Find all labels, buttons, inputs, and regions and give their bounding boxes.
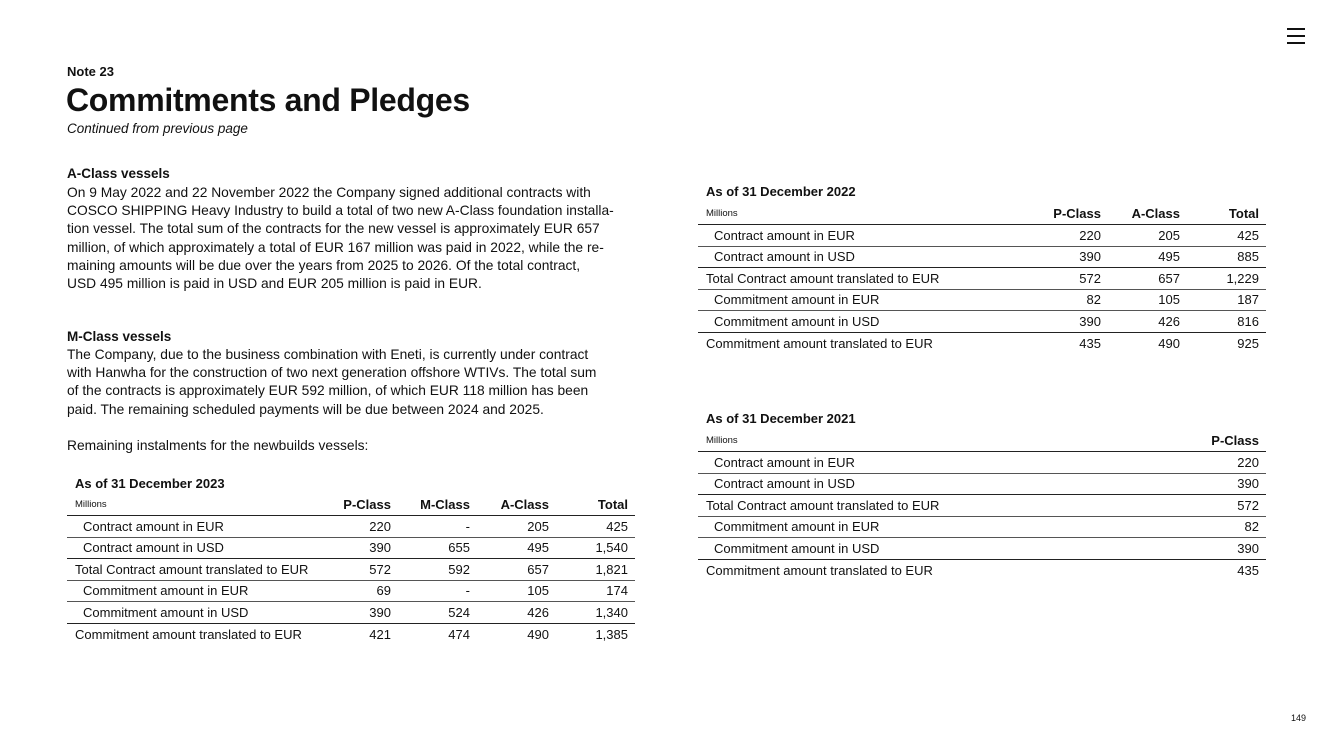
- column-header: M-Class: [398, 493, 477, 516]
- table-row: [698, 332, 1266, 355]
- column-header: P-Class: [1029, 202, 1108, 225]
- row-label: Commitment amount translated to EUR: [706, 336, 933, 351]
- m-class-heading: M-Class vessels: [67, 329, 172, 344]
- table-row: [698, 246, 1266, 268]
- row-label: Total Contract amount translated to EUR: [698, 268, 1029, 290]
- cell: 390: [1029, 246, 1108, 268]
- cell: 390: [1187, 473, 1266, 495]
- table-row: [698, 289, 1266, 311]
- cell: 105: [1108, 289, 1187, 311]
- cell: 1,540: [556, 537, 635, 559]
- unit-label: Millions: [698, 202, 1029, 225]
- cell: 495: [477, 537, 556, 559]
- table-2022: [698, 202, 1266, 355]
- row-label: Commitment amount translated to EUR: [706, 563, 933, 578]
- table-header-row: [698, 429, 1266, 452]
- table-row: [698, 225, 1266, 247]
- table-2021: [698, 429, 1266, 582]
- row-label: Contract amount in USD: [698, 246, 1029, 268]
- row-label: Contract amount in USD: [698, 473, 1187, 495]
- page-number: 149: [1291, 713, 1307, 723]
- cell: 495: [1108, 246, 1187, 268]
- text-line: USD 495 million is paid in USD and EUR 205 million is paid in EUR.: [67, 276, 482, 292]
- table-row: [698, 473, 1266, 495]
- row-label: Contract amount in EUR: [698, 452, 1187, 474]
- cell: -: [398, 516, 477, 538]
- cell: 572: [1187, 495, 1266, 517]
- text-line: The Company, due to the business combination with Eneti, is currently under contract: [67, 347, 589, 362]
- cell: 205: [1108, 225, 1187, 247]
- cell: 174: [556, 580, 635, 602]
- cell: 490: [527, 627, 549, 642]
- table-row: [67, 537, 635, 559]
- unit-label: Millions: [67, 493, 319, 516]
- page-subtitle: Continued from previous page: [67, 121, 248, 136]
- row-label: Commitment amount translated to EUR: [75, 627, 302, 642]
- row-label: Contract amount in EUR: [67, 516, 319, 538]
- cell: 82: [1029, 289, 1108, 311]
- cell: 220: [319, 516, 398, 538]
- table-header-row: [698, 202, 1266, 225]
- table-row: [698, 495, 1266, 517]
- column-header: P-Class: [1187, 429, 1266, 452]
- row-label: Commitment amount in EUR: [67, 580, 319, 602]
- cell: 474: [448, 627, 470, 642]
- cell: 657: [1108, 268, 1187, 290]
- row-label: Contract amount in EUR: [698, 225, 1029, 247]
- cell: 435: [1237, 563, 1259, 578]
- cell: 426: [1108, 311, 1187, 333]
- column-header: Total: [1187, 202, 1266, 225]
- remaining-instalments-intro: Remaining instalments for the newbuilds vessels:: [67, 438, 369, 453]
- unit-label: Millions: [698, 429, 1187, 452]
- cell: 205: [477, 516, 556, 538]
- column-header: Total: [556, 493, 635, 516]
- table-row: [698, 452, 1266, 474]
- table-row: [67, 623, 635, 646]
- cell: 1,821: [556, 559, 635, 581]
- cell: 390: [1187, 538, 1266, 560]
- column-header: P-Class: [319, 493, 398, 516]
- row-label: Commitment amount in EUR: [698, 289, 1029, 311]
- row-label: Commitment amount in EUR: [698, 516, 1187, 538]
- table-row: [698, 311, 1266, 333]
- text-line: million, of which approximately a total of EUR 167 million was paid in 2022, while the re-: [67, 239, 604, 255]
- table-row: [67, 516, 635, 538]
- cell: 421: [369, 627, 391, 642]
- text-line: maining amounts will be due over the years from 2025 to 2026. Of the total contract,: [67, 257, 581, 273]
- cell: 1,340: [556, 602, 635, 624]
- cell: 82: [1187, 516, 1266, 538]
- table-2021-title: As of 31 December 2021: [706, 411, 856, 426]
- table-row: [698, 538, 1266, 560]
- cell: -: [398, 580, 477, 602]
- cell: 925: [1237, 336, 1259, 351]
- table-row: [67, 559, 635, 581]
- cell: 572: [319, 559, 398, 581]
- a-class-paragraph: [67, 184, 637, 293]
- text-line: of the contracts is approximately EUR 592 million, of which EUR 118 million has been: [67, 383, 589, 399]
- row-label: Commitment amount in USD: [698, 538, 1187, 560]
- table-2023-title: As of 31 December 2023: [75, 476, 225, 491]
- cell: 105: [477, 580, 556, 602]
- cell: 885: [1187, 246, 1266, 268]
- cell: 435: [1079, 336, 1101, 351]
- cell: 425: [556, 516, 635, 538]
- note-label: Note 23: [67, 64, 114, 79]
- table-2022-title: As of 31 December 2022: [706, 184, 856, 199]
- row-label: Total Contract amount translated to EUR: [67, 559, 319, 581]
- cell: 220: [1029, 225, 1108, 247]
- cell: 187: [1187, 289, 1266, 311]
- cell: 655: [398, 537, 477, 559]
- cell: 657: [477, 559, 556, 581]
- text-line: tion vessel. The total sum of the contracts for the new vessel is approximately EUR 657: [67, 221, 600, 237]
- table-row: [67, 580, 635, 602]
- cell: 69: [319, 580, 398, 602]
- row-label: Commitment amount in USD: [67, 602, 319, 624]
- table-row: [698, 516, 1266, 538]
- cell: 1,229: [1187, 268, 1266, 290]
- row-label: Commitment amount in USD: [698, 311, 1029, 333]
- table-row: [698, 559, 1266, 582]
- page-title: Commitments and Pledges: [66, 82, 470, 118]
- cell: 220: [1187, 452, 1266, 474]
- table-row: [698, 268, 1266, 290]
- cell: 390: [1029, 311, 1108, 333]
- table-row: [67, 602, 635, 624]
- text-line: paid. The remaining scheduled payments will be due between 2024 and 2025.: [67, 401, 544, 417]
- m-class-paragraph: [67, 346, 637, 419]
- table-2023: [67, 493, 635, 646]
- cell: 524: [398, 602, 477, 624]
- row-label: Total Contract amount translated to EUR: [698, 495, 1187, 517]
- menu-icon[interactable]: [1287, 28, 1305, 44]
- cell: 816: [1187, 311, 1266, 333]
- table-header-row: [67, 493, 635, 516]
- text-line: with Hanwha for the construction of two next generation offshore WTIVs. The total sum: [67, 365, 597, 381]
- a-class-heading: A-Class vessels: [67, 166, 170, 181]
- cell: 390: [319, 602, 398, 624]
- column-header: A-Class: [1108, 202, 1187, 225]
- cell: 426: [477, 602, 556, 624]
- cell: 572: [1029, 268, 1108, 290]
- cell: 390: [319, 537, 398, 559]
- cell: 1,385: [595, 627, 628, 642]
- cell: 592: [398, 559, 477, 581]
- column-header: A-Class: [477, 493, 556, 516]
- cell: 425: [1187, 225, 1266, 247]
- text-line: COSCO SHIPPING Heavy Industry to build a total of two new A-Class foundation installa-: [67, 203, 614, 219]
- text-line: On 9 May 2022 and 22 November 2022 the Company signed additional contracts with: [67, 185, 591, 200]
- row-label: Contract amount in USD: [67, 537, 319, 559]
- cell: 490: [1158, 336, 1180, 351]
